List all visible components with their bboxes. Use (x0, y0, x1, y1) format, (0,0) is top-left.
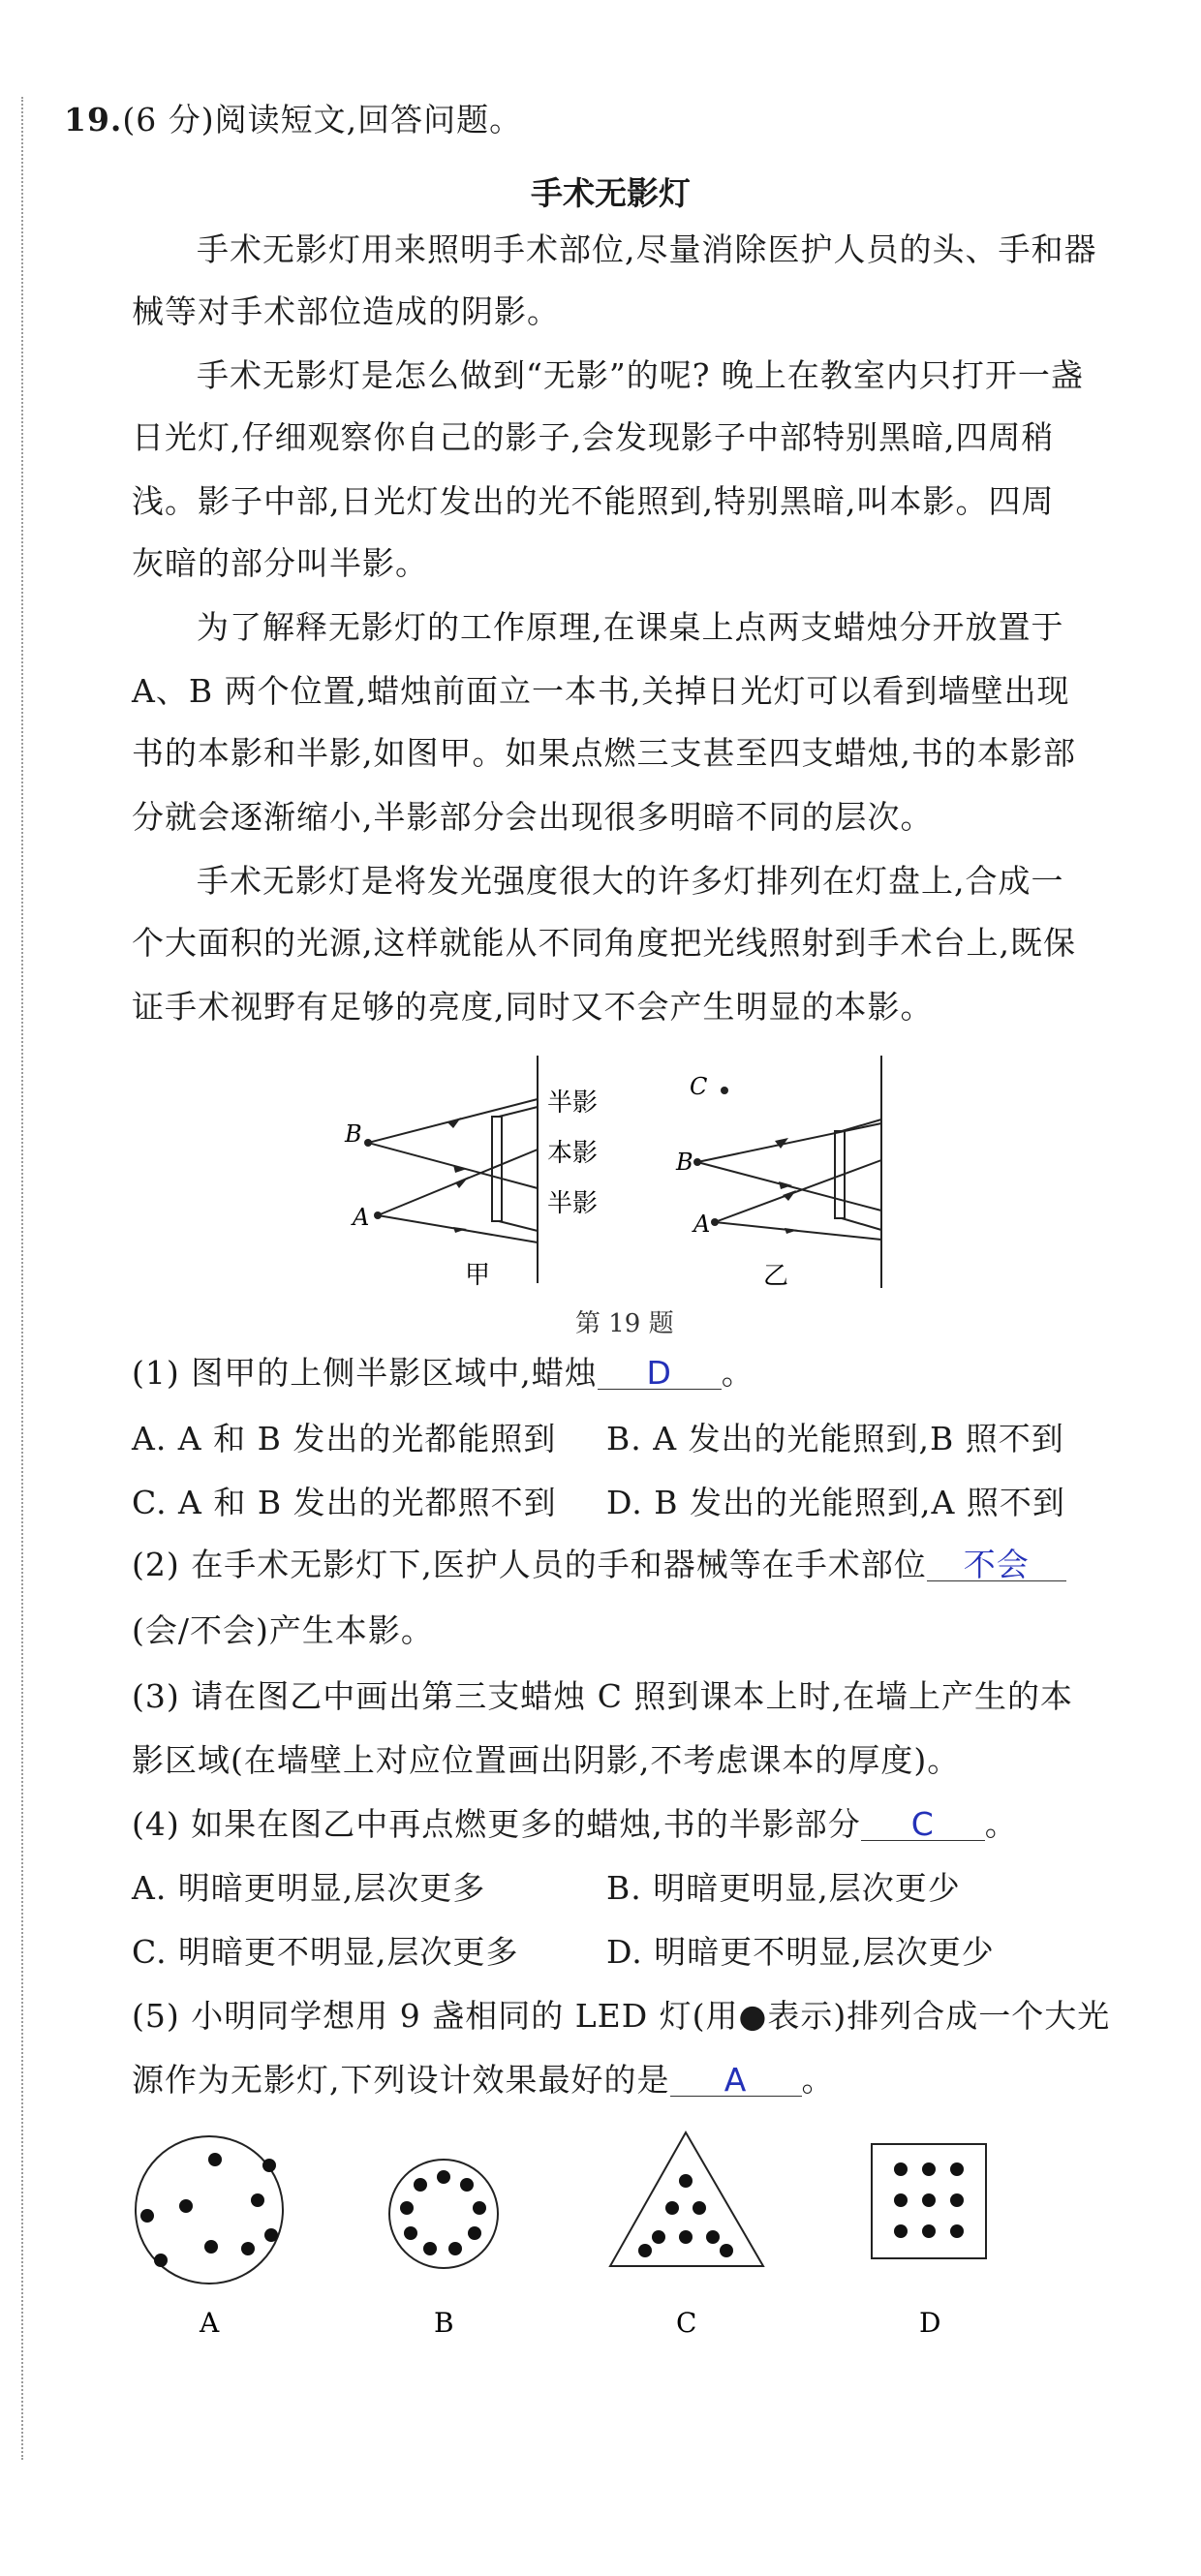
question-number: 19. (64, 101, 123, 138)
q3-line1: (3) 请在图乙中画出第三支蜡烛 C 照到课本上时,在墙上产生的本 (132, 1677, 1073, 1715)
q5-line2 (132, 2061, 835, 2100)
q4-option-d: D. 明暗更不明显,层次更少 (606, 1933, 995, 1971)
design-b-label: B (434, 2307, 454, 2339)
q5-line1: (5) 小明同学想用 9 盏相同的 LED 灯(用●表示)排列合成一个大光 (132, 1997, 1111, 2035)
ray-arrow (453, 1165, 467, 1173)
book-bottom-edge (499, 1221, 538, 1231)
passage-line: 日光灯,仔细观察你自己的影子,会发现影子中部特别黑暗,四周稍 (132, 418, 1055, 456)
q5-stem-text: 源作为无影灯,下列设计效果最好的是 (132, 2061, 670, 2099)
figure-jia-caption: 甲 (465, 1261, 491, 1290)
upper-penumbra-label: 半影 (547, 1089, 599, 1118)
passage-line: 书的本影和半影,如图甲。如果点燃三支甚至四支蜡烛,书的本影部 (132, 734, 1076, 772)
passage-line: 分就会逐渐缩小,半影部分会出现很多明暗不同的层次。 (132, 798, 934, 836)
q3-line2: 影区域(在墙壁上对应位置画出阴影,不考虑课本的厚度)。 (132, 1741, 961, 1779)
question-header (64, 101, 522, 139)
figure-caption: 第 19 题 (575, 1309, 674, 1338)
ray-a-top (715, 1160, 881, 1222)
point-a-dot (374, 1211, 382, 1219)
q1-option-d: D. B 发出的光能照到,A 照不到 (606, 1484, 1065, 1521)
design-b (389, 2160, 498, 2268)
passage-line: 个大面积的光源,这样就能从不同角度把光线照射到手术台上,既保 (132, 924, 1076, 962)
q1-stem (132, 1354, 754, 1393)
passage-line: 手术无影灯是将发光强度很大的许多灯排列在灯盘上,合成一 (197, 862, 1064, 900)
design-a-label: A (200, 2307, 220, 2339)
ray-b-top (697, 1123, 881, 1162)
q1-option-c: C. A 和 B 发出的光都照不到 (132, 1484, 557, 1521)
point-b-dot (364, 1139, 372, 1147)
passage-line: 手术无影灯是怎么做到“无影”的呢? 晚上在教室内只打开一盏 (197, 356, 1084, 394)
ray-b-bottom (368, 1143, 538, 1188)
design-c-label: C (676, 2307, 697, 2339)
q2-stem (132, 1546, 1066, 1584)
passage-line: 浅。影子中部,日光灯发出的光不能照到,特别黑暗,叫本影。四周 (132, 482, 1055, 520)
q1-option-b: B. A 发出的光能照到,B 照不到 (606, 1420, 1064, 1457)
q4-end: 。 (984, 1805, 1018, 1843)
point-b-label: B (676, 1149, 693, 1176)
q2-answer-blank: 不会 (927, 1549, 1066, 1581)
lower-penumbra-label: 半影 (547, 1189, 599, 1218)
point-a-label: A (353, 1204, 370, 1231)
q4-option-b: B. 明暗更明显,层次更少 (606, 1869, 961, 1907)
book (492, 1117, 502, 1221)
q2-stem-text: (2) 在手术无影灯下,医护人员的手和器械等在手术部位 (132, 1546, 927, 1583)
ray-arrow (779, 1181, 792, 1189)
q1-end: 。 (721, 1354, 754, 1392)
design-d (872, 2144, 986, 2258)
point-a-dot (711, 1218, 719, 1226)
passage-line: 械等对手术部位造成的阴影。 (132, 292, 560, 330)
passage-line: 灰暗的部分叫半影。 (132, 544, 428, 582)
margin-dotted-line (21, 97, 23, 2460)
q1-option-a: A. A 和 B 发出的光都能照到 (132, 1420, 557, 1457)
q1-answer-blank: D (598, 1358, 722, 1390)
ray-a-bottom (715, 1222, 881, 1240)
figure-jia (339, 1051, 697, 1303)
q1-stem-text: (1) 图甲的上侧半影区域中,蜡烛 (132, 1354, 598, 1392)
q5-answer-blank: A (670, 2065, 802, 2097)
q4-option-c: C. 明暗更不明显,层次更多 (132, 1933, 519, 1971)
passage-line: A、B 两个位置,蜡烛前面立一本书,关掉日光灯可以看到墙壁出现 (132, 672, 1070, 710)
point-b-label: B (345, 1120, 362, 1148)
passage-title: 手术无影灯 (531, 174, 691, 212)
q4-answer-blank: C (861, 1809, 985, 1841)
q4-stem-text: (4) 如果在图乙中再点燃更多的蜡烛,书的半影部分 (132, 1805, 861, 1843)
q4-option-a: A. 明暗更明显,层次更多 (132, 1869, 486, 1907)
q5-end: 。 (801, 2061, 835, 2099)
point-c-label: C (690, 1073, 708, 1100)
ray-arrow (447, 1118, 461, 1128)
design-d-label: D (919, 2307, 941, 2339)
design-c (610, 2132, 763, 2266)
umbra-label: 本影 (547, 1139, 599, 1168)
figure-yi-caption: 乙 (763, 1262, 789, 1291)
lamp-designs (116, 2131, 1065, 2344)
passage-line: 为了解释无影灯的工作原理,在课桌上点两支蜡烛分开放置于 (197, 608, 1064, 646)
point-b-dot (693, 1158, 701, 1166)
q4-stem (132, 1805, 1018, 1844)
ray-arrow (783, 1190, 796, 1201)
design-a (136, 2136, 283, 2284)
figure-yi (678, 1056, 910, 1303)
passage-line: 手术无影灯用来照明手术部位,尽量消除医护人员的头、手和器 (197, 230, 1097, 268)
point-a-label: A (693, 1211, 711, 1238)
question-instruction: (6 分)阅读短文,回答问题。 (122, 101, 523, 138)
q2-cont: (会/不会)产生本影。 (132, 1611, 434, 1649)
ray-arrow (455, 1177, 469, 1188)
passage-line: 证手术视野有足够的亮度,同时又不会产生明显的本影。 (132, 988, 934, 1026)
point-c-dot (721, 1087, 728, 1094)
book-bottom-edge (842, 1218, 881, 1230)
